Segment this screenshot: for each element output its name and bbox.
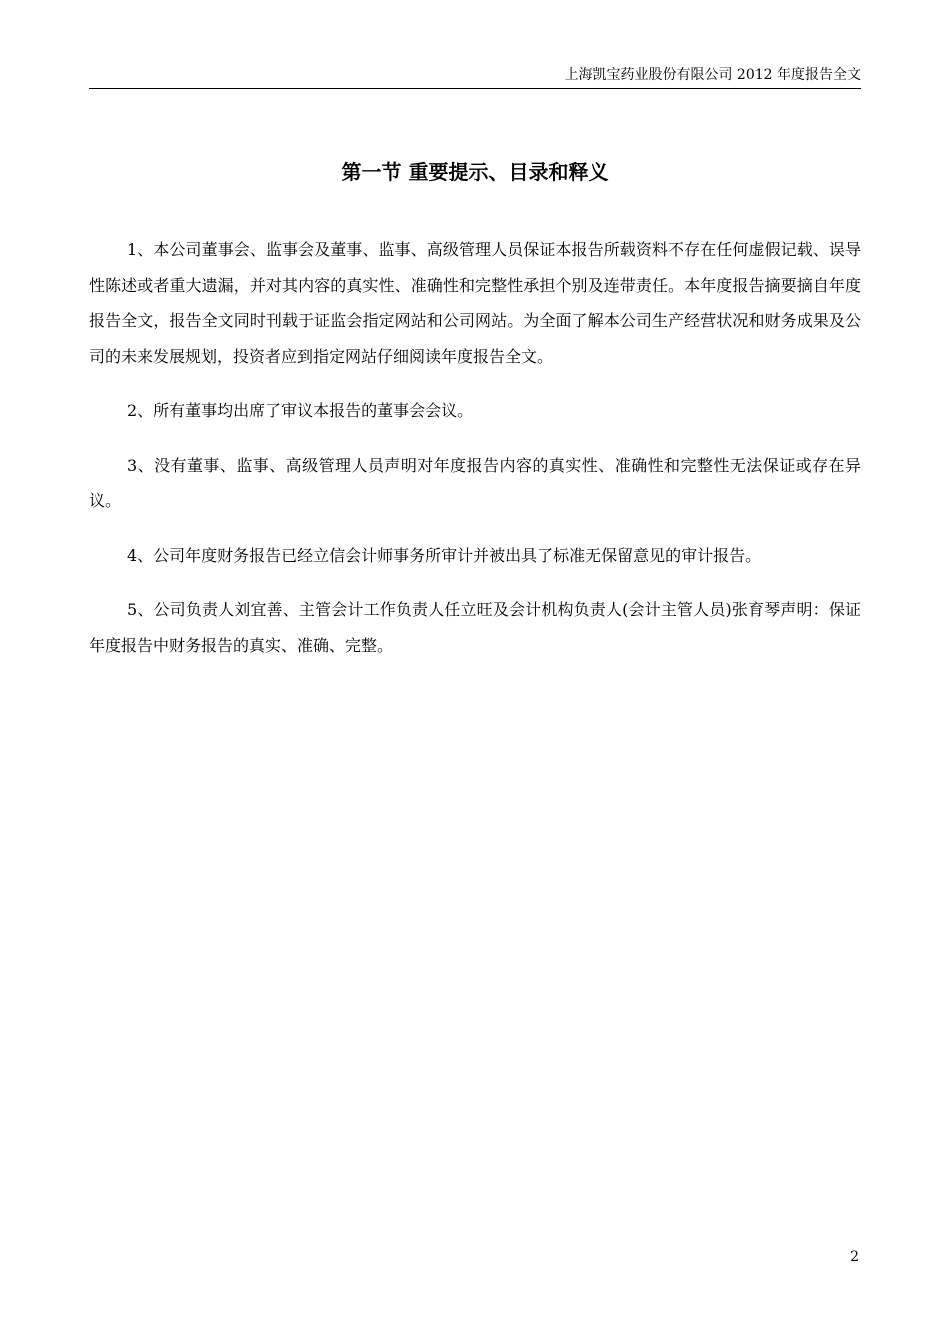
notice-paragraph-3: 3、没有董事、监事、高级管理人员声明对年度报告内容的真实性、准确性和完整性无法保证或存在异议。	[89, 455, 861, 510]
section-title: 第一节 重要提示、目录和释义	[341, 160, 609, 184]
page-number: 2	[850, 1249, 859, 1265]
running-header: 上海凯宝药业股份有限公司 2012 年度报告全文	[564, 67, 861, 83]
notice-body	[89, 232, 861, 682]
header-rule	[89, 88, 861, 89]
notice-paragraph-5: 5、公司负责人刘宜善、主管会计工作负责人任立旺及会计机构负责人(会计主管人员)张育琴声明：保证年度报告中财务报告的真实、准确、完整。	[89, 600, 861, 655]
notice-paragraph-2: 2、所有董事均出席了审议本报告的董事会会议。	[127, 401, 474, 420]
notice-paragraph-4: 4、公司年度财务报告已经立信会计师事务所审计并被出具了标准无保留意见的审计报告。	[127, 545, 762, 565]
notice-paragraph-1: 1、本公司董事会、监事会及董事、监事、高级管理人员保证本报告所载资料不存在任何虚假记载、误导性陈述或者重大遗漏，并对其内容的真实性、准确性和完整性承担个别及连带责任。本年度报告摘要摘自年度报告全文，报告全文同时刊载于证监会指定网站和公司网站。为全面了解本公司生产经营状况和财务成果及公司的未来发展规划，投资者应到指定网站仔细阅读年度报告全文。	[89, 240, 861, 366]
